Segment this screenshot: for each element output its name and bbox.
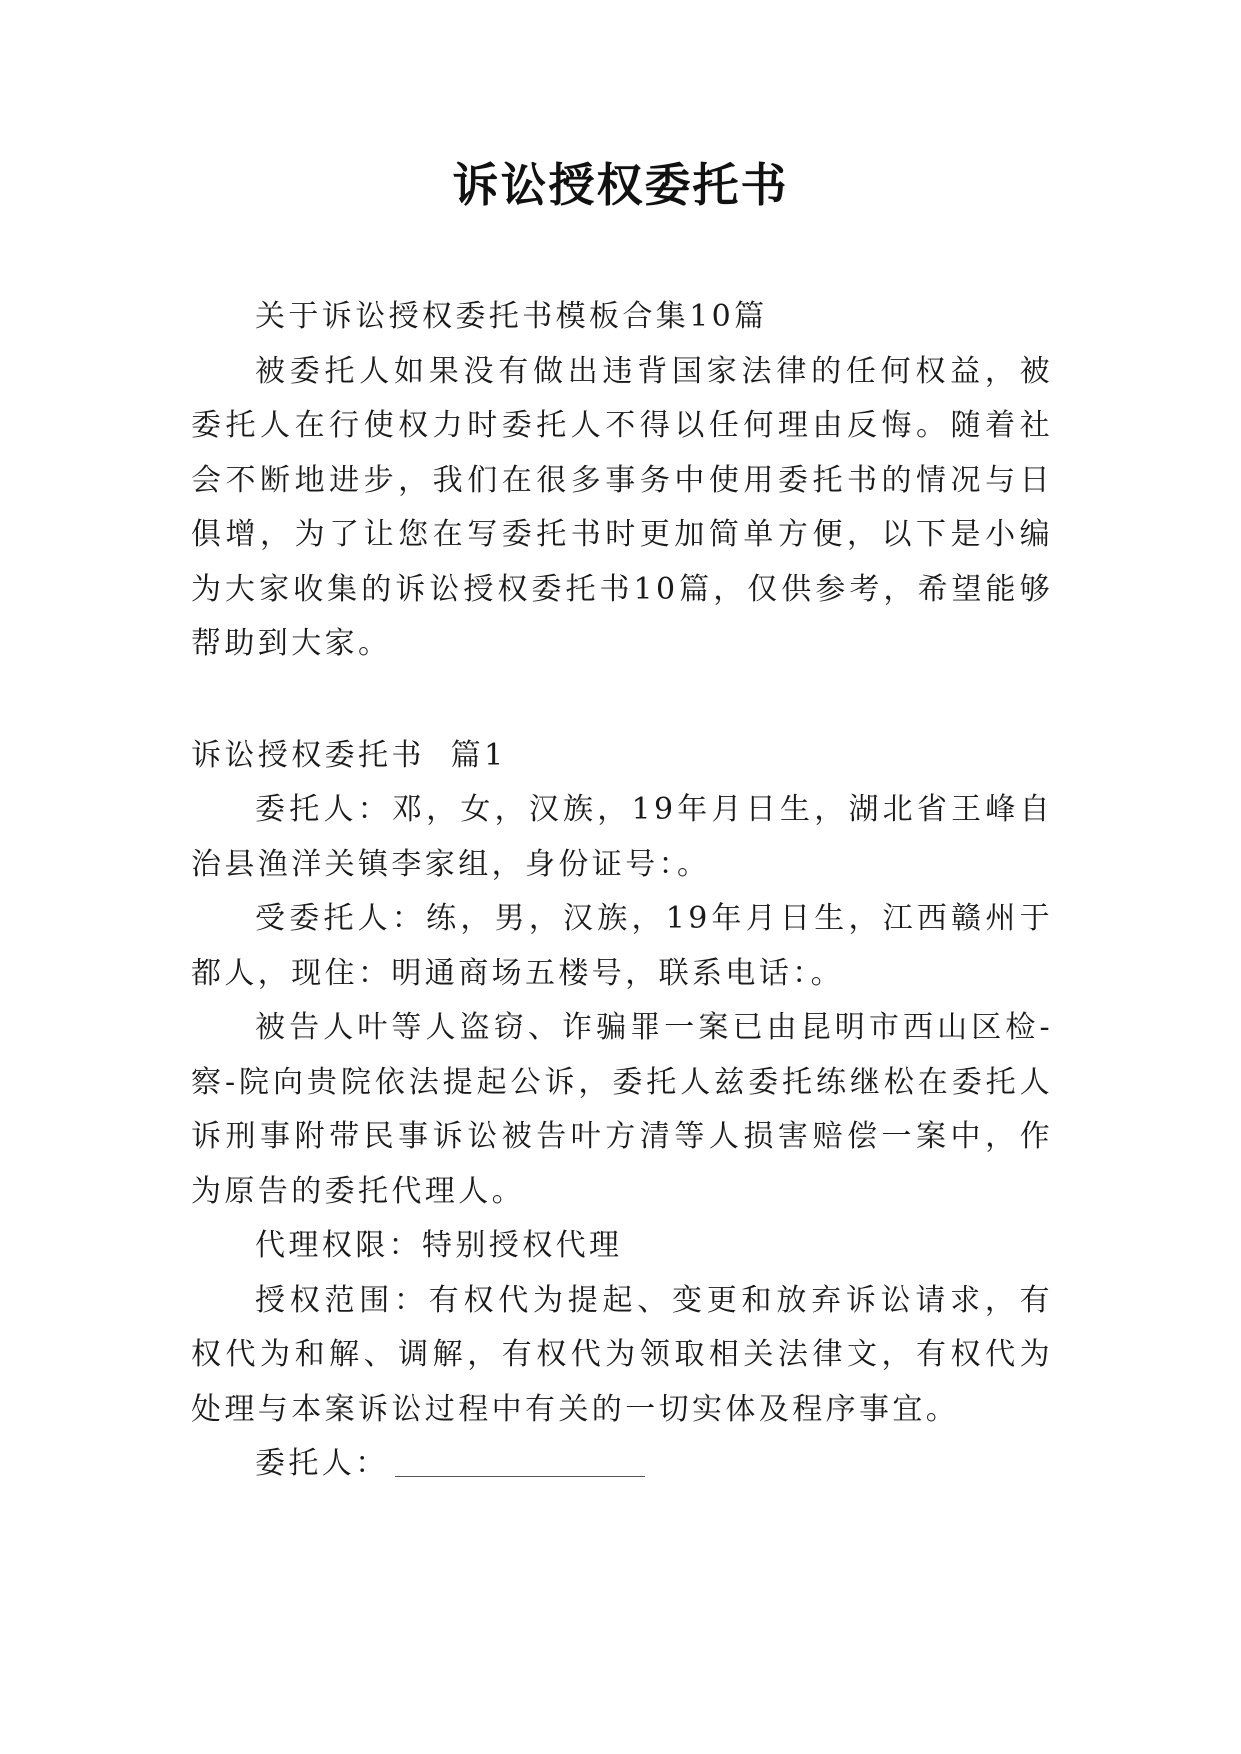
case-paragraph: 被告人叶等人盗窃、诈骗罪一案已由昆明市西山区检-察-院向贵院依法提起公诉，委托人兹委托练继松在委托人诉刑事附带民事诉讼被告叶方清等人损害赔偿一案中，作为原告的委托代理人。 bbox=[191, 1010, 1053, 1209]
signature-label: 委托人： bbox=[255, 1446, 389, 1481]
document-body bbox=[191, 290, 1053, 1492]
agent-paragraph: 受委托人：练，男，汉族，19年月日生，江西赣州于都人，现住：明通商场五楼号，联系电话：。 bbox=[191, 901, 1053, 991]
principal-paragraph: 委托人：邓，女，汉族，19年月日生，湖北省王峰自治县渔洋关镇李家组，身份证号：。 bbox=[191, 792, 1053, 882]
document-title: 诉讼授权委托书 bbox=[452, 158, 789, 212]
intro-subtitle: 关于诉讼授权委托书模板合集10篇 bbox=[255, 299, 768, 334]
signature-row bbox=[191, 1437, 1053, 1492]
intro-paragraph: 被委托人如果没有做出违背国家法律的任何权益，被委托人在行使权力时委托人不得以任何理由反悔。随着社会不断地进步，我们在很多事务中使用委托书的情况与日俱增，为了让您在写委托书时更加简单方便，以下是小编为大家收集的诉讼授权委托书10篇，仅供参考，希望能够帮助到大家。 bbox=[191, 353, 1053, 661]
scope-paragraph: 授权范围：有权代为提起、变更和放弃诉讼请求，有权代为和解、调解，有权代为领取相关法律文，有权代为处理与本案诉讼过程中有关的一切实体及程序事宜。 bbox=[191, 1282, 1053, 1427]
section-spacer bbox=[191, 672, 1053, 729]
signature-blank-line bbox=[395, 1474, 645, 1477]
authority-paragraph: 代理权限：特别授权代理 bbox=[255, 1228, 623, 1263]
section-heading: 诉讼授权委托书 篇1 bbox=[191, 737, 507, 773]
